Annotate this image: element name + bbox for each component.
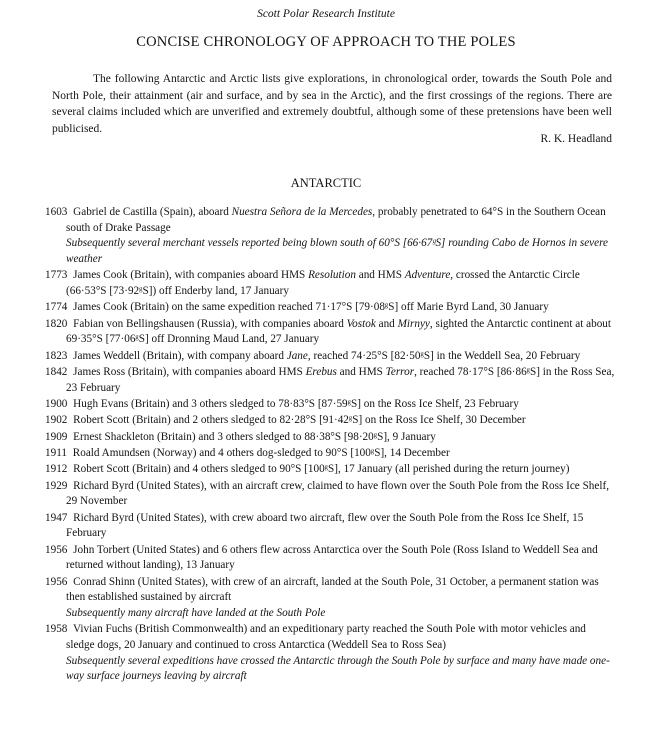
- entry-text: , sighted the Antarctic continent at about 69·35°S [77·06ᵍS] off Dronning Maud Land, 27 January: [66, 317, 611, 346]
- entry-year: 1902: [45, 414, 68, 427]
- chronology-entry: [45, 397, 615, 413]
- author-name: R. K. Headland: [540, 133, 612, 145]
- entry-year: 1900: [45, 397, 68, 410]
- entry-year: 1929: [45, 479, 68, 492]
- entry-year: 1603: [45, 206, 68, 218]
- ship-name: Nuestra Señora de la Mercedes: [231, 206, 373, 218]
- entry-year: 1823: [45, 349, 68, 362]
- chronology-entry: [45, 543, 615, 574]
- entry-text: Roald Amundsen (Norway) and 4 others dog-sledged to 90°S [100ᵍS], 14 December: [72, 447, 450, 460]
- ship-name: Erebus: [305, 365, 337, 378]
- entry-text: and HMS: [355, 269, 405, 282]
- chronology-entry: [45, 575, 615, 622]
- entry-text: Richard Byrd (United States), with an aircraft crew, claimed to have flown over the South Pole from the Ross Ice Shelf, 29 November: [66, 479, 609, 508]
- entry-text: Hugh Evans (Britain) and 3 others sledged to 78·83°S [87·59ᵍS] on the Ross Ice Shelf, 23 February: [73, 397, 519, 410]
- entry-text: Vivian Fuchs (British Commonwealth) and an expeditionary party reached the South Pole with motor vehicles and sledge dogs, 20 January and continued to cross Antarctica (Weddell Sea to Ross Sea): [66, 623, 586, 651]
- chronology-entry: [45, 446, 615, 462]
- entry-text: John Torbert (United States) and 6 others flew across Antarctica over the South Pole (Ross Island to Weddell Sea and returned without landing), 13 January: [66, 543, 598, 572]
- entry-text: Fabian von Bellingshausen (Russia), with companies aboard: [73, 317, 347, 330]
- entry-text: , reached 78·17°S [86·86ᵍS] in the Ross Sea, 23 February: [66, 365, 615, 394]
- chronology-entry: [45, 511, 615, 542]
- entry-note: Subsequently several expeditions have crossed the Antarctic through the South Pole by surface and many have made one-way surface journeys leaving by aircraft: [66, 654, 610, 683]
- ship-name: Resolution: [308, 269, 356, 282]
- ship-name: Mirnyy: [397, 317, 430, 330]
- entry-year: 1773: [45, 269, 68, 282]
- entry-note: Subsequently several merchant vessels reported being blown south of 60°S [66·67ᵍS] rounding Cabo de Hornos in severe weather: [66, 237, 609, 265]
- page-title: CONCISE CHRONOLOGY OF APPROACH TO THE POLES: [136, 34, 516, 50]
- chronology-entry: [45, 622, 615, 684]
- entry-year: 1842: [45, 365, 68, 378]
- ship-name: Vostok: [346, 317, 376, 330]
- entry-text: Richard Byrd (United States), with crew aboard two aircraft, flew over the South Pole from the Ross Ice Shelf, 15 February: [66, 511, 584, 540]
- chronology-entry: [45, 300, 615, 316]
- institute-name: Scott Polar Research Institute: [257, 8, 395, 20]
- entry-year: 1774: [45, 301, 68, 314]
- chronology-entry: [45, 349, 615, 365]
- entry-text: , probably penetrated to 64°S in the Southern Ocean south of Drake Passage: [66, 206, 606, 234]
- entry-year: 1912: [45, 463, 68, 476]
- entry-text: James Cook (Britain), with companies aboard HMS: [73, 269, 309, 282]
- entry-note: Subsequently many aircraft have landed at the South Pole: [66, 607, 326, 619]
- entry-text: Gabriel de Castilla (Spain), aboard: [73, 206, 232, 218]
- entry-year: 1956: [45, 575, 68, 588]
- chronology-entry: [45, 317, 615, 348]
- chronology-entry: [45, 430, 615, 446]
- section-heading-antarctic: ANTARCTIC: [290, 176, 362, 190]
- entry-text: and HMS: [336, 365, 386, 378]
- entry-text: Conrad Shinn (United States), with crew of an aircraft, landed at the South Pole, 31 October, a permanent station was then established sustained by aircraft: [66, 575, 599, 604]
- chronology-entry: [45, 205, 615, 267]
- entry-text: James Ross (Britain), with companies aboard HMS: [73, 365, 306, 378]
- ship-name: Jane: [286, 349, 308, 362]
- entry-text: , reached 74·25°S [82·50ᵍS] in the Weddell Sea, 20 February: [307, 349, 581, 362]
- chronology-entry: [45, 462, 615, 478]
- entry-year: 1958: [45, 623, 68, 636]
- entry-year: 1909: [45, 430, 68, 443]
- entry-text: James Cook (Britain) on the same expedition reached 71·17°S [79·08ᵍS] off Marie Byrd Land, 30 January: [73, 301, 549, 314]
- entry-text: and: [375, 317, 398, 330]
- chronology-list: [45, 205, 615, 686]
- entry-year: 1956: [45, 543, 68, 556]
- entry-text: , crossed the Antarctic Circle (66·53°S [73·92ᵍS]) off Enderby land, 17 January: [66, 269, 580, 297]
- entry-text: Robert Scott (Britain) and 2 others sledged to 82·28°S [91·42ᵍS] on the Ross Ice Shelf, 30 December: [73, 414, 526, 427]
- entry-year: 1911: [45, 447, 67, 460]
- entry-text: James Weddell (Britain), with company aboard: [73, 349, 287, 362]
- chronology-entry: [45, 413, 615, 429]
- intro-paragraph: The following Antarctic and Arctic lists give explorations, in chronological order, towards the South Pole and North Pole, their attainment (air and surface, and by sea in the Arctic), and the first crossings of the regions. There are several claims included which are unverified and extremely doubtful, although some of these pretensions have been well publicised.: [52, 73, 612, 135]
- chronology-entry: [45, 268, 615, 299]
- entry-year: 1820: [45, 317, 68, 330]
- entry-text: Robert Scott (Britain) and 4 others sledged to 90°S [100ᵍS], 17 January (all perished during the return journey): [73, 463, 570, 476]
- chronology-entry: [45, 365, 615, 396]
- chronology-entry: [45, 479, 615, 510]
- entry-year: 1947: [45, 511, 68, 524]
- entry-text: Ernest Shackleton (Britain) and 3 others sledged to 88·38°S [98·20ᵍS], 9 January: [73, 430, 436, 443]
- ship-name: Adventure: [404, 269, 451, 282]
- ship-name: Terror: [385, 365, 415, 378]
